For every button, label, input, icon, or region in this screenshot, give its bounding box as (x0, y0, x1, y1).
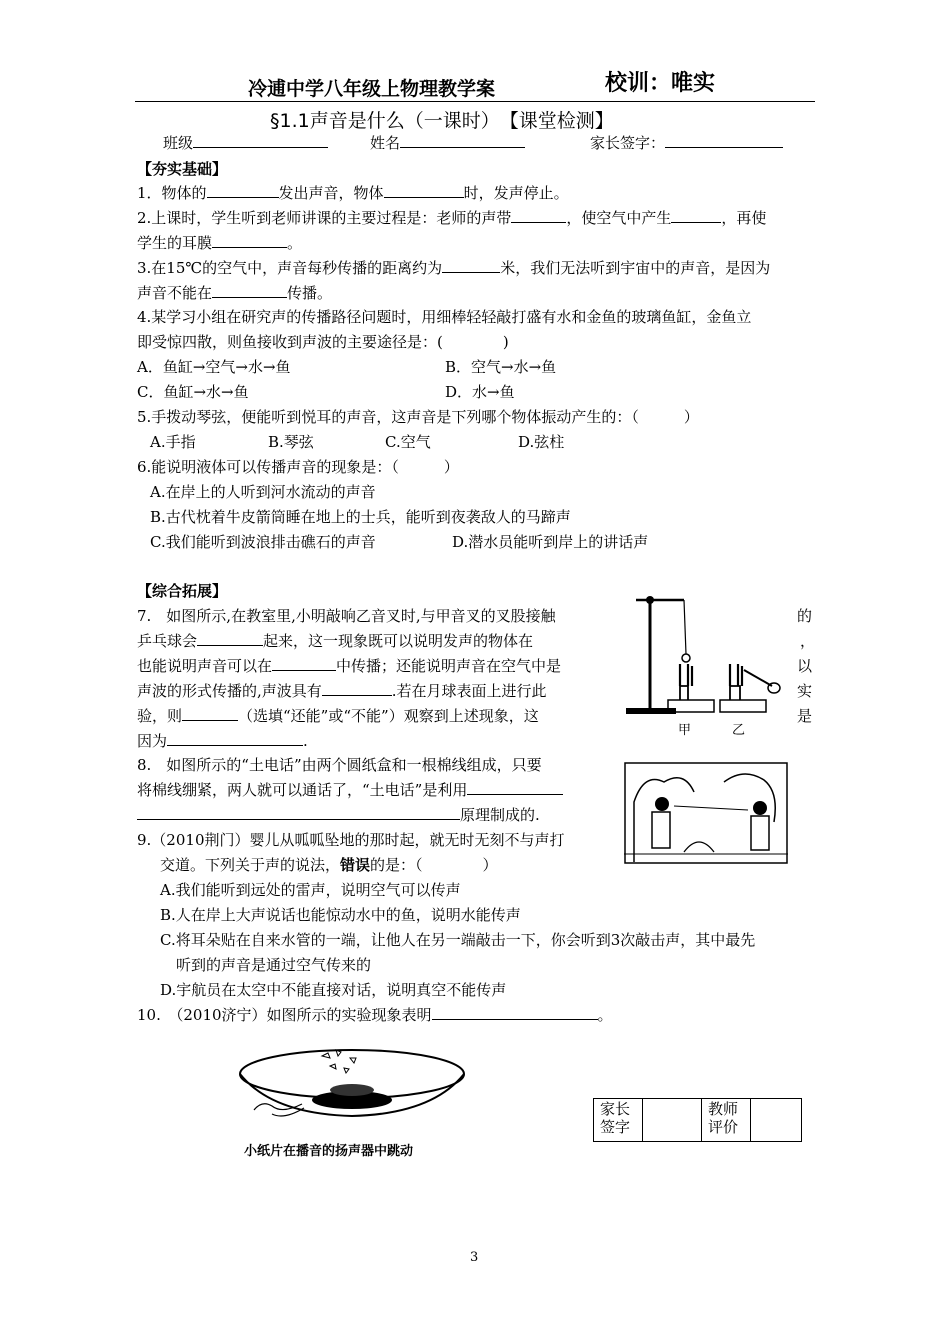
parent-sign-box[interactable] (643, 1099, 702, 1142)
question-8-line-2 (137, 779, 563, 800)
q3-text-b: 米，我们无法听到宇宙中的声音，是因为 (500, 259, 771, 277)
question-2 (137, 207, 766, 228)
teacher-eval-box[interactable] (751, 1099, 802, 1142)
question-8-line-3 (137, 804, 540, 825)
q6-option-a[interactable]: A.在岸上的人听到河水流动的声音 (150, 483, 376, 501)
parent-sign-label: 家长签字： (590, 134, 666, 152)
class-label: 班级 (163, 134, 194, 152)
q2-text-a: 2.上课时，学生听到老师讲课的主要过程是：老师的声带 (137, 209, 512, 227)
question-7-line-4-tail: 实 (797, 682, 813, 700)
q1-blank-1[interactable] (207, 183, 279, 198)
q5-option-d[interactable]: D.弦柱 (518, 433, 565, 451)
name-field (370, 132, 525, 153)
q2-text-c: ，再使 (721, 209, 767, 227)
q5-option-c[interactable]: C.空气 (385, 433, 431, 451)
class-blank[interactable] (193, 133, 328, 148)
question-2-cont (137, 232, 302, 253)
q2-text-e: 。 (287, 234, 303, 252)
q5-option-a[interactable]: A.手指 (150, 433, 196, 451)
parent-sign-field (590, 132, 783, 153)
q9-emphasis-wrong: 错误 (340, 856, 371, 874)
teacher-eval-line-2: 评价 (708, 1118, 739, 1136)
q1-blank-2[interactable] (384, 183, 464, 198)
q7-text-2b: 起来，这一现象既可以说明发声的物体在 (263, 632, 534, 650)
question-9-line-2 (160, 854, 498, 875)
question-1 (137, 182, 569, 203)
q7-blank-1[interactable] (197, 631, 263, 646)
q9-option-b[interactable]: B.人在岸上大声说话也能惊动水中的鱼，说明水能传声 (160, 906, 521, 924)
q7-blank-4[interactable] (182, 706, 238, 721)
question-7-line-2-tail: ， (800, 632, 816, 650)
q8-text-3: 原理制成的. (460, 806, 540, 824)
q1-text-a: 1．物体的 (137, 184, 207, 202)
speaker-figure (232, 1044, 472, 1124)
name-label: 姓名 (370, 134, 401, 152)
q2-text-b: ，使空气中产生 (566, 209, 672, 227)
class-field (163, 132, 328, 153)
q10-text-b: 。 (597, 1006, 613, 1024)
q9-option-c-cont: 听到的声音是通过空气传来的 (176, 956, 372, 974)
q4-option-b[interactable]: B．空气→水→鱼 (445, 358, 557, 376)
fork-label-yi: 乙 (732, 723, 746, 738)
question-3-cont (137, 282, 332, 303)
question-7-line-1: 7. 如图所示,在教室里,小明敲响乙音叉时,与甲音叉的叉股接触 (137, 607, 556, 625)
q8-blank-1[interactable] (467, 780, 563, 795)
question-7-line-3-tail: 以 (797, 657, 813, 675)
q1-text-c: 时，发声停止。 (463, 184, 569, 202)
q8-text-2: 将棉线绷紧，两人就可以通话了，“土电话”是利用 (137, 781, 468, 799)
section-basic: 【夯实基础】 (137, 160, 228, 178)
q10-blank[interactable] (432, 1005, 598, 1020)
q7-blank-3[interactable] (322, 681, 392, 696)
question-5-stem: 5.手拨动琴弦，便能听到悦耳的声音，这声音是下列哪个物体振动产生的：（ ） (137, 408, 699, 426)
q9-option-a[interactable]: A.我们能听到远处的雷声，说明空气可以传声 (160, 881, 461, 899)
question-7-line-1-tail: 的 (797, 607, 813, 625)
question-9-line-1: 9.（2010荆门）婴儿从呱呱坠地的那时起，就无时无刻不与声打 (137, 831, 565, 849)
q2-blank-1[interactable] (511, 208, 566, 223)
q4-option-d[interactable]: D．水→鱼 (445, 383, 515, 401)
q7-text-4b: .若在月球表面上进行此 (391, 682, 547, 700)
page-number: 3 (470, 1250, 479, 1265)
signature-table (593, 1098, 802, 1142)
teacher-eval-line-1: 教师 (708, 1100, 739, 1118)
q7-blank-5[interactable] (167, 731, 303, 746)
lesson-subtitle: §1.1声音是什么（一课时） 【课堂检测】 (270, 110, 614, 132)
q5-option-b[interactable]: B.琴弦 (268, 433, 314, 451)
q4-option-a[interactable]: A．鱼缸→空气→水→鱼 (137, 358, 291, 376)
question-7-line-5 (137, 705, 539, 726)
question-4-stem-1: 4.某学习小组在研究声的传播路径问题时，用细棒轻轻敲打盛有水和金鱼的玻璃鱼缸，金鱼立 (137, 308, 752, 326)
q6-option-b[interactable]: B.古代枕着牛皮箭筒睡在地上的士兵，能听到夜袭敌人的马蹄声 (150, 508, 571, 526)
q7-text-5b: （选填“还能”或“不能”）观察到上述现象，这 (238, 707, 539, 725)
question-3 (137, 257, 770, 278)
question-4-stem-2: 即受惊四散，则鱼接收到声波的主要途径是：( ) (137, 333, 509, 351)
q3-text-d: 传播。 (287, 284, 333, 302)
q7-text-3b: 中传播；还能说明声音在空气中是 (336, 657, 562, 675)
question-7-line-6 (137, 730, 308, 751)
parent-sign-cell (594, 1099, 643, 1142)
q7-text-6a: 因为 (137, 732, 168, 750)
parent-sign-line-1: 家长 (600, 1100, 631, 1118)
question-7-line-2 (137, 630, 533, 651)
q6-option-d[interactable]: D.潜水员能听到岸上的讲话声 (452, 533, 649, 551)
question-7-line-4 (137, 680, 547, 701)
section-extend: 【综合拓展】 (137, 582, 228, 600)
q2-blank-2[interactable] (671, 208, 721, 223)
q2-blank-3[interactable] (212, 233, 287, 248)
speaker-caption: 小纸片在播音的扬声器中跳动 (244, 1144, 414, 1159)
q8-blank-2[interactable] (137, 805, 460, 820)
q6-option-c[interactable]: C.我们能听到波浪排击礁石的声音 (150, 533, 376, 551)
q7-blank-2[interactable] (272, 656, 336, 671)
q3-blank-2[interactable] (212, 283, 287, 298)
q4-option-c[interactable]: C．鱼缸→水→鱼 (137, 383, 249, 401)
q3-text-a: 3.在15℃的空气中，声音每秒传播的距离约为 (137, 259, 443, 277)
q9-text-2c: 的是：（ ） (370, 856, 498, 874)
q7-text-3a: 也能说明声音可以在 (137, 657, 273, 675)
question-10 (137, 1004, 613, 1025)
q7-text-6b: . (303, 732, 308, 750)
parent-sign-blank[interactable] (665, 133, 783, 148)
question-6-stem: 6.能说明液体可以传播声音的现象是：（ ） (137, 458, 459, 476)
q3-blank-1[interactable] (442, 258, 500, 273)
q10-text-a: 10. （2010济宁）如图所示的实验现象表明 (137, 1006, 432, 1024)
teacher-eval-cell (702, 1099, 751, 1142)
q9-option-d[interactable]: D.宇航员在太空中不能直接对话，说明真空不能传声 (160, 981, 507, 999)
question-8-line-1: 8. 如图所示的“土电话”由两个圆纸盒和一根棉线组成，只要 (137, 756, 542, 774)
tuning-fork-figure (622, 590, 792, 740)
q2-text-d: 学生的耳膜 (137, 234, 213, 252)
q7-text-5a: 验，则 (137, 707, 183, 725)
q9-option-c[interactable]: C.将耳朵贴在自来水管的一端，让他人在另一端敲击一下，你会听到3次敲击声，其中最先 (160, 931, 756, 949)
parent-sign-line-2: 签字 (600, 1118, 631, 1136)
school-title: 冷逋中学八年级上物理教学案 (248, 78, 496, 100)
string-telephone-figure (624, 762, 788, 864)
question-7-line-5-tail: 是 (797, 707, 813, 725)
fork-label-jia: 甲 (678, 723, 692, 738)
q9-text-2a: 交道。下列关于声的说法， (160, 856, 341, 874)
header-rule (135, 101, 815, 102)
q3-text-c: 声音不能在 (137, 284, 213, 302)
name-blank[interactable] (400, 133, 525, 148)
q1-text-b: 发出声音，物体 (278, 184, 384, 202)
school-motto: 校训：唯实 (605, 71, 716, 96)
q7-text-2a: 乒乓球会 (137, 632, 198, 650)
question-7-line-3 (137, 655, 561, 676)
q7-text-4a: 声波的形式传播的,声波具有 (137, 682, 322, 700)
